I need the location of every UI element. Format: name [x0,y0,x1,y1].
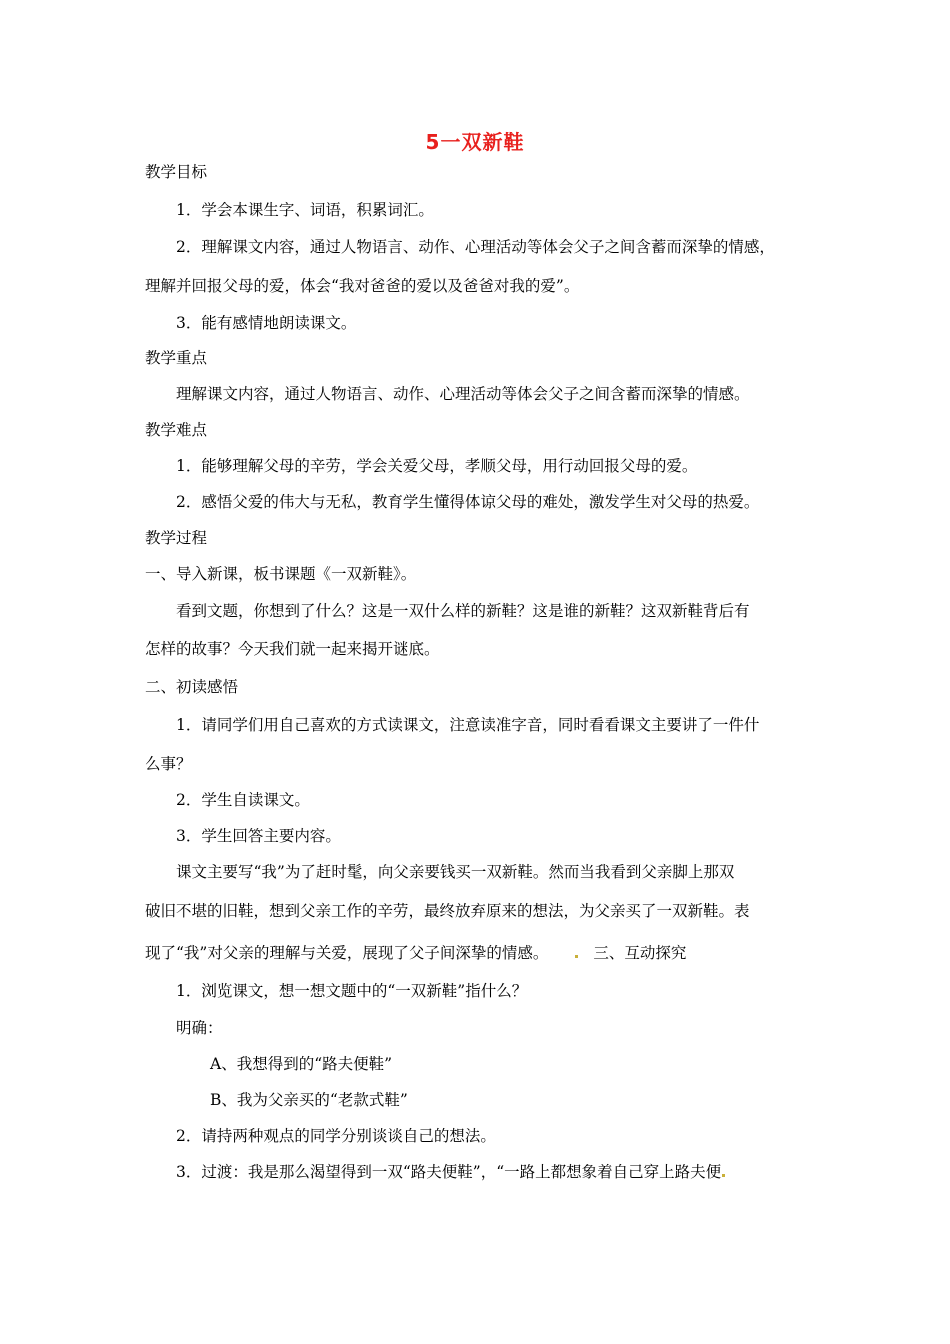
focus-heading: 教学重点 [145,349,208,367]
focus-text: 理解课文内容，通过人物语言、动作、心理活动等体会父子之间含蓄而深挚的情感。 [176,385,750,403]
difficulty-heading: 教学难点 [145,421,208,439]
marker-dot [575,955,578,958]
summary-line-1: 课文主要写“我”为了赶时髦，向父亲要钱买一双新鞋。然而当我看到父亲脚上那双 [176,863,735,881]
summary-line-2: 破旧不堪的旧鞋，想到父亲工作的辛劳，最终放弃原来的想法，为父亲买了一双新鞋。表 [145,902,750,920]
summary-line-3-text: 现了“我”对父亲的理解与关爱，展现了父子间深挚的情感。 [145,944,549,962]
option-a: A、我想得到的“路夫便鞋” [210,1055,393,1073]
section-2-item-1-line-2: 么事？ [145,755,192,773]
section-1-line-1: 看到文题，你想到了什么？这是一双什么样的新鞋？这是谁的新鞋？这双新鞋背后有 [176,602,750,620]
difficulty-item-1: 1．能够理解父母的辛劳，学会关爱父母，孝顺父母，用行动回报父母的爱。 [176,457,698,475]
section-3-item-3-text: 3．过渡：我是那么渴望得到一双“路夫便鞋”，“一路上都想象着自己穿上路夫便 [176,1163,722,1181]
process-heading: 教学过程 [145,529,208,547]
goals-item-1: 1．学会本课生字、词语，积累词汇。 [176,201,434,219]
page-title: 5一双新鞋 [425,130,525,154]
section-3-item-1: 1．浏览课文，想一想文题中的“一双新鞋”指什么？ [176,982,528,1000]
section-2-item-1-line-1: 1．请同学们用自己喜欢的方式读课文，注意读准字音，同时看看课文主要讲了一件什 [176,716,760,734]
section-2-item-2: 2．学生自读课文。 [176,791,310,809]
option-b: B、我为父亲买的“老款式鞋” [210,1091,408,1109]
section-2-heading: 二、初读感悟 [145,678,239,696]
section-1-line-2: 怎样的故事？今天我们就一起来揭开谜底。 [145,640,440,658]
section-1-heading: 一、导入新课，板书课题《一双新鞋》。 [145,565,417,583]
marker-dot [722,1174,725,1177]
goals-heading: 教学目标 [145,163,208,181]
section-2-item-3: 3．学生回答主要内容。 [176,827,341,845]
goals-item-2-line-2: 理解并回报父母的爱，体会“我对爸爸的爱以及爸爸对我的爱”。 [145,277,580,295]
summary-line-3 [145,942,686,964]
clarify-label: 明确： [176,1019,223,1037]
goals-item-3: 3．能有感情地朗读课文。 [176,314,357,332]
goals-item-2-line-1: 2．理解课文内容，通过人物语言、动作、心理活动等体会父子之间含蓄而深挚的情感， [176,238,775,256]
section-3-item-2: 2．请持两种观点的同学分别谈谈自己的想法。 [176,1127,496,1145]
section-3-heading: 三、互动探究 [593,944,687,962]
difficulty-item-2: 2．感悟父爱的伟大与无私，教育学生懂得体谅父母的难处，激发学生对父母的热爱。 [176,493,760,511]
section-3-item-3 [176,1161,726,1183]
